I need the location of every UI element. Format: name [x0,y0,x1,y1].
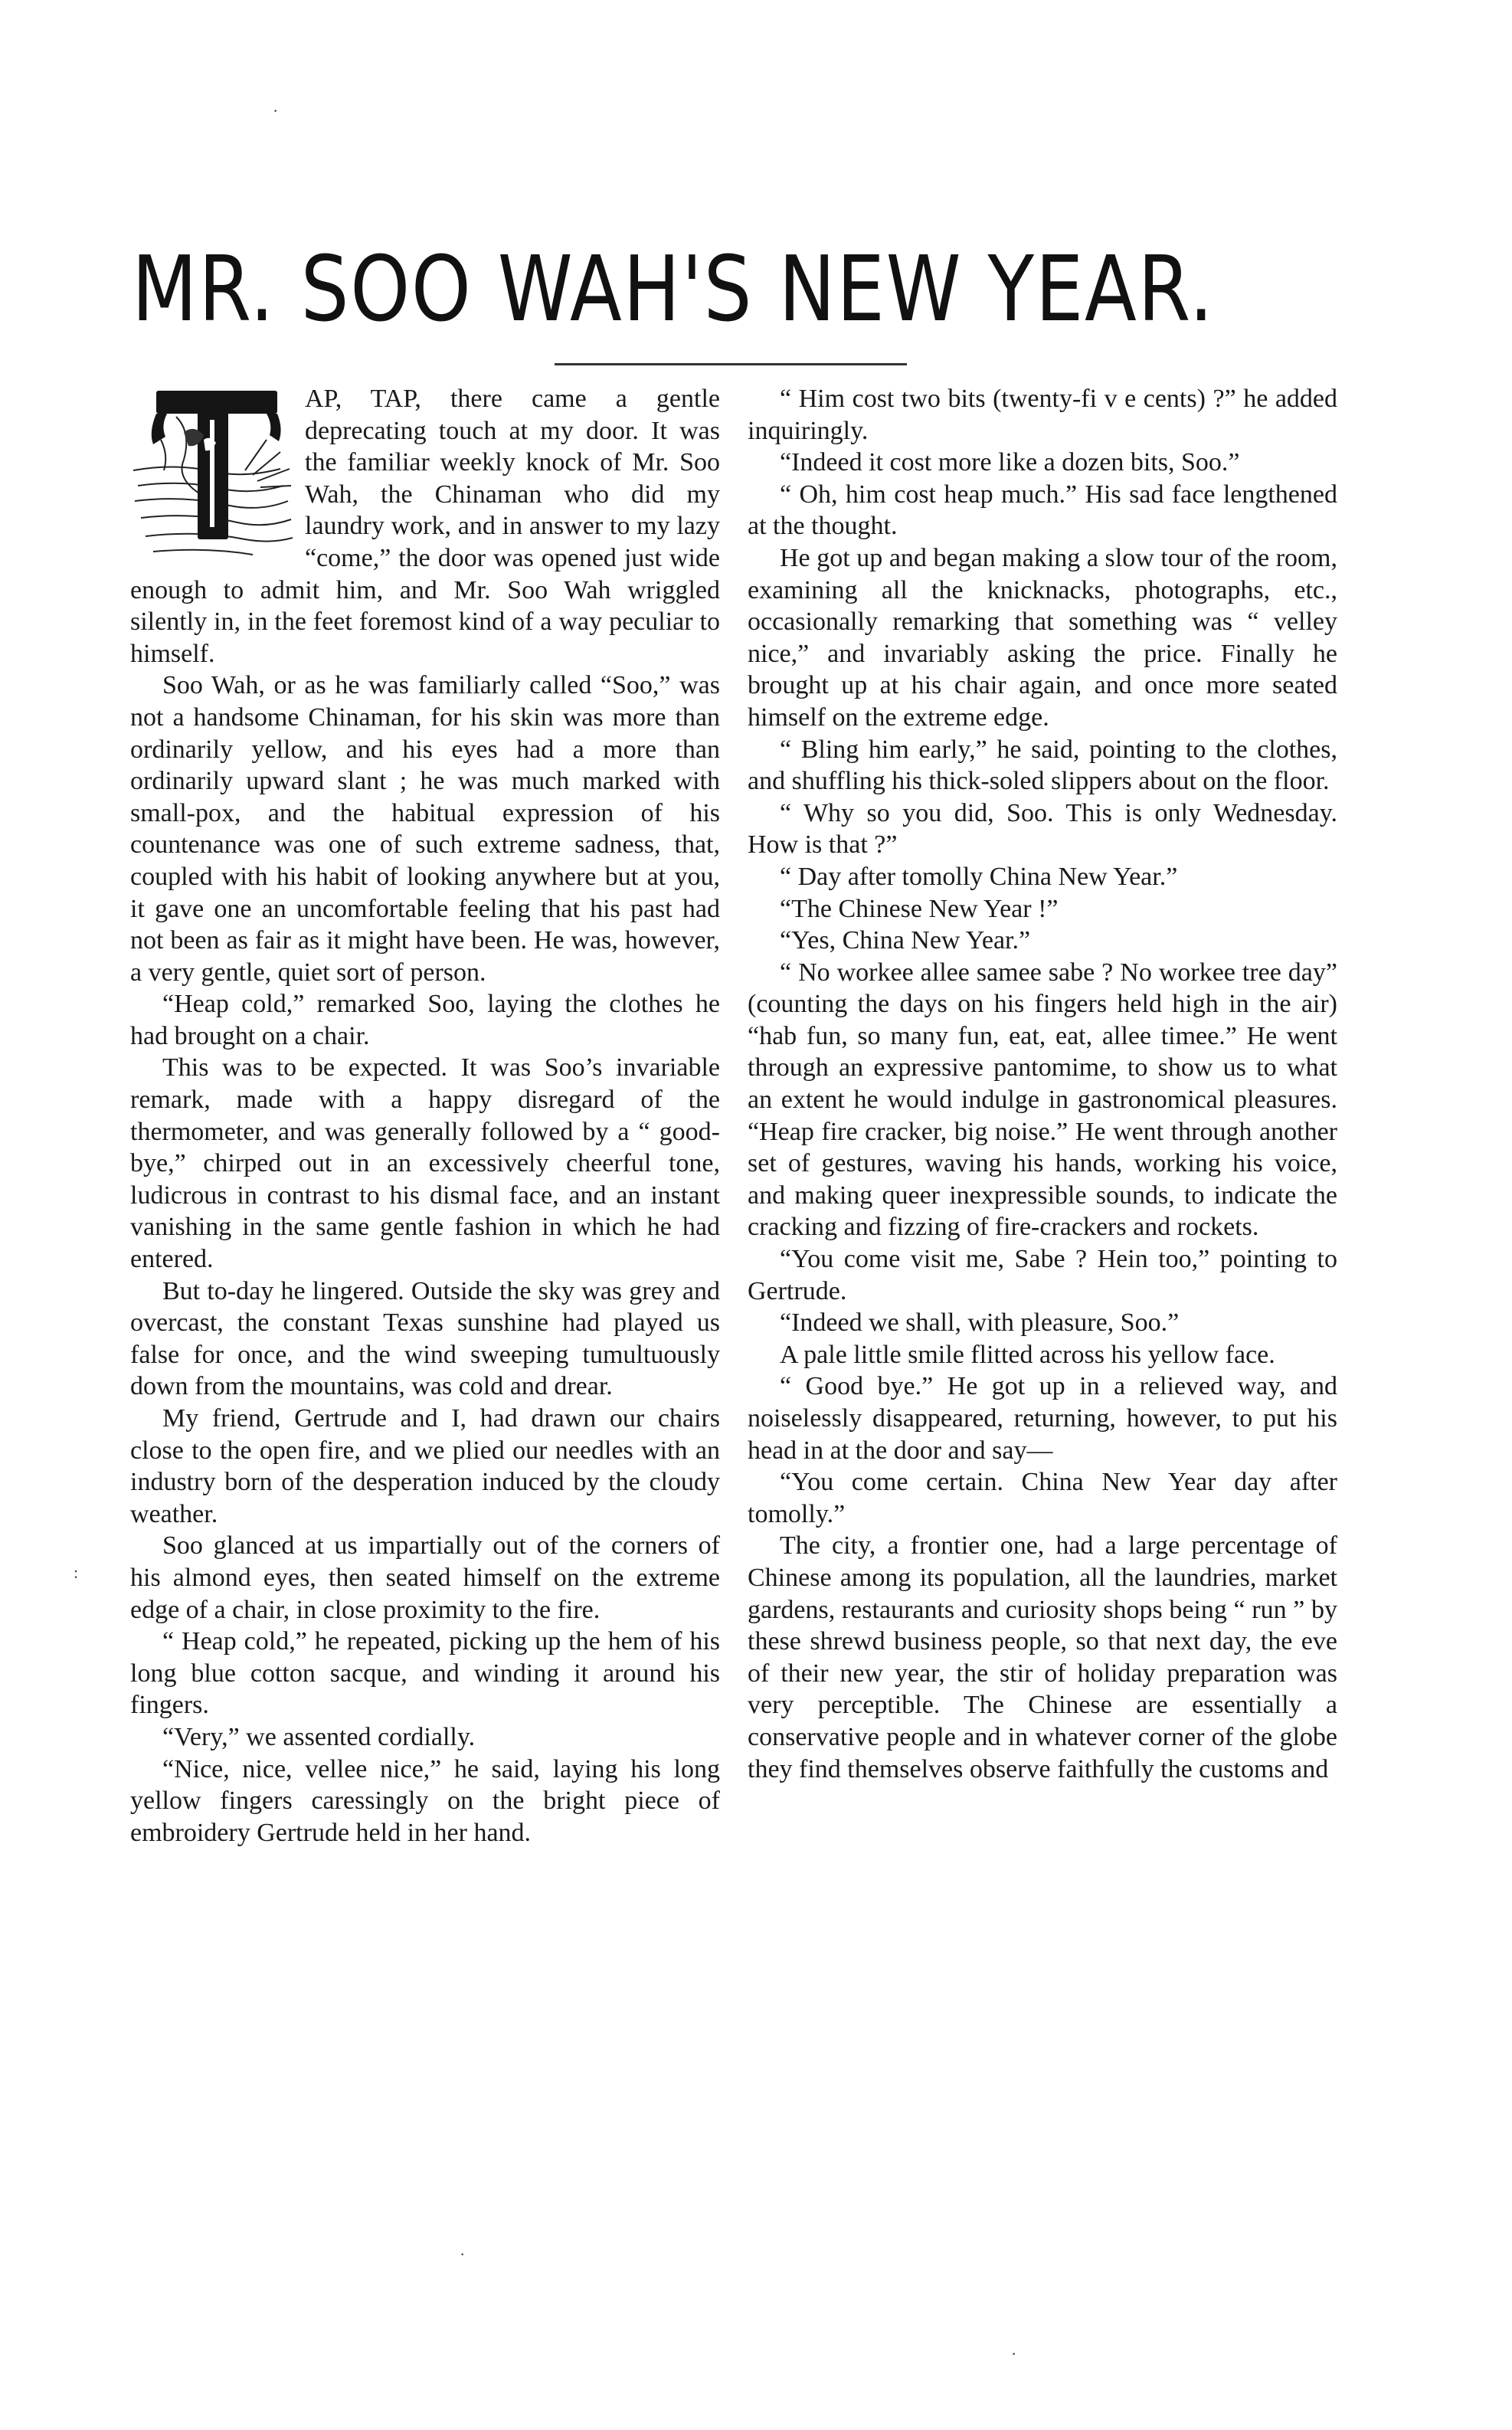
paragraph: “ Day after tomolly China New Year.” [780,862,1178,891]
paragraph: “ Bling him early,” he said, pointing to the clothes, and shuffling his thick-soled slippers about on the floor. [748,735,1337,796]
drop-cap-illustration [130,386,296,564]
paragraph: “ Heap cold,” he repeated, picking up the hem of his long blue cotton sacque, and winding it around his fingers. [130,1627,720,1720]
paragraph: “ Him cost two bits (twenty-fi v e cents) ?” he added inquiringly. [748,385,1337,445]
print-speck-icon: · [273,101,279,120]
paragraph: But to-day he lingered. Outside the sky was grey and overcast, the constant Texas sunshine had played us false for once, and the wind sweeping tumultuously down from the mountains, was cold and drear. [130,1276,720,1401]
paragraph: “Yes, China New Year.” [780,926,1031,955]
paragraph: He got up and began making a slow tour of the room, examining all the knicknacks, photographs, etc., occasionally remarking that something was “ velley nice,” and invariably asking the price. Finally he brought up at his chair again, and once more seated himself on the extreme edge. [748,543,1337,732]
left-column [130,383,720,1849]
paragraph: My friend, Gertrude and I, had drawn our chairs close to the open fire, and we plied our needles with an industry born of the desperation induced by the cloudy weather. [130,1404,720,1528]
paragraph: “ Why so you did, Soo. This is only Wednesday. How is that ?” [748,798,1337,860]
paragraph: “Very,” we assented cordially. [162,1722,476,1751]
paragraph: Soo glanced at us impartially out of the corners of his almond eyes, then seated himself on the extreme edge of a chair, in close proximity to the fire. [130,1531,720,1624]
paragraph: A pale little smile flitted across his yellow face. [780,1340,1275,1369]
print-speck-icon: · [460,2245,466,2264]
paragraph: “Indeed it cost more like a dozen bits, Soo.” [780,448,1240,477]
right-column [748,383,1337,1785]
paragraph: “ Good bye.” He got up in a relieved way, and noiselessly disappeared, returning, however, to put his head in at the door and say— [748,1372,1337,1465]
paragraph: The city, a frontier one, had a large percentage of Chinese among its population, all the laundries, market gardens, restaurants and curiosity shops being “ run ” by these shrewd business people, so that next day, the eve of their new year, the stir of holiday preparation was very perceptible. The Chinese are essentially a conservative people and in whatever corner of the globe they find themselves observe faithfully the customs and [748,1531,1337,1783]
drop-cap-letter-t-icon [130,386,296,564]
print-speck-icon: : [74,1563,79,1582]
paragraph: “ Oh, him cost heap much.” His sad face lengthened at the thought. [748,480,1337,541]
paragraph: “You come visit me, Sabe ? Hein too,” pointing to Gertrude. [748,1245,1337,1305]
paragraph: “ No workee allee samee sabe ? No workee tree day” (counting the days on his fingers held high in the air) “hab fun, so many fun, eat, eat, allee timee.” He went through an expressive pantomime, to show us to what an extent he would indulge in gastronomical pleasures. “Heap fire cracker, big noise.” He went through another set of gestures, waving his hands, working his voice, and making queer inexpressible sounds, to indicate the cracking and fizzing of fire-crackers and rockets. [748,958,1337,1242]
paragraph: AP, TAP, there came a gentle deprecating touch at my door. It was the familiar weekly knock of Mr. Soo Wah, the Chinaman who did my laundry work, and in answer to my lazy “come,” the door was opened just wide enough to admit him, and Mr. Soo Wah wriggled silently in, in the feet foremost kind of a way peculiar to himself. [130,385,720,668]
paragraph: Soo Wah, or as he was familiarly called “Soo,” was not a handsome Chinaman, for his skin was more than ordinarily yellow, and his eyes had a more than ordinarily upward slant ; he was much marked with small-pox, and the habitual expression of his countenance was one of such extreme sadness, that, coupled with his habit of looking anywhere but at you, it gave one an uncomfortable feeling that his past had not been as fair as it might have been. He was, however, a very gentle, quiet sort of person. [130,671,720,987]
title-divider [555,363,907,365]
paragraph: “Indeed we shall, with pleasure, Soo.” [780,1308,1180,1338]
paragraph: “The Chinese New Year !” [780,894,1059,923]
print-speck-icon: · [1011,2344,1017,2363]
paragraph: “Heap cold,” remarked Soo, laying the clothes he had brought on a chair. [130,990,720,1050]
paragraph: “Nice, nice, vellee nice,” he said, laying his long yellow fingers caressingly on the bright piece of embroidery Gertrude held in her hand. [130,1754,720,1847]
paragraph: “You come certain. China New Year day after tomolly.” [748,1468,1337,1528]
article-title: MR. SOO WAH'S NEW YEAR. [132,236,1215,342]
paragraph: This was to be expected. It was Soo’s invariable remark, made with a happy disregard of the thermometer, and was generally followed by a “ good-bye,” chirped out in an excessively cheerful tone, ludicrous in contrast to his dismal face, and an instant vanishing in the same gentle fashion in which he had entered. [130,1053,720,1274]
